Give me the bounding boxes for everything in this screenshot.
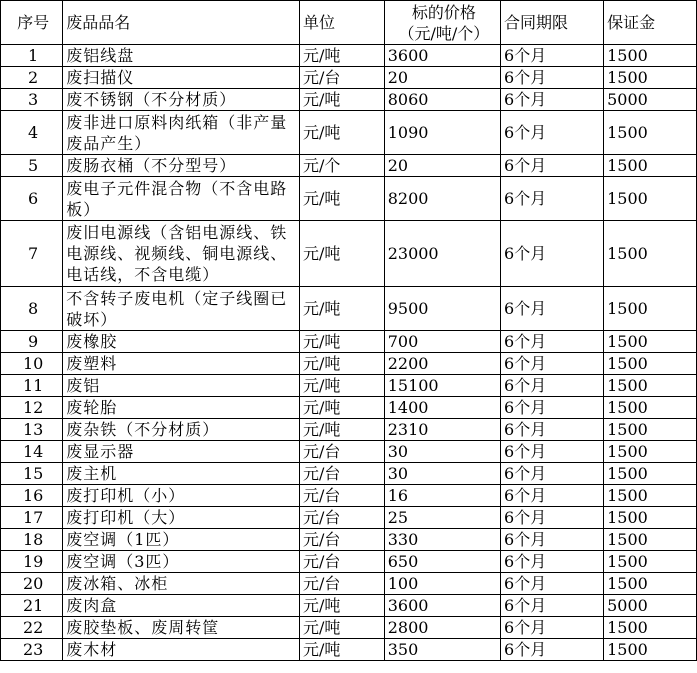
row-name: 废扫描仪 xyxy=(63,67,300,89)
row-index: 8 xyxy=(1,287,63,331)
row-period: 6个月 xyxy=(501,419,604,441)
row-price: 20 xyxy=(384,67,500,89)
table-row xyxy=(1,551,697,573)
table-row xyxy=(1,221,697,287)
row-index: 13 xyxy=(1,419,63,441)
row-name: 废不锈钢（不分材质） xyxy=(63,89,300,111)
row-period: 6个月 xyxy=(501,89,604,111)
row-deposit: 1500 xyxy=(604,221,697,287)
header-name: 废品品名 xyxy=(63,1,300,45)
row-index: 11 xyxy=(1,375,63,397)
row-price: 100 xyxy=(384,573,500,595)
row-name: 废胶垫板、废周转筐 xyxy=(63,617,300,639)
row-deposit: 1500 xyxy=(604,155,697,177)
row-unit: 元/吨 xyxy=(300,177,385,221)
table-row xyxy=(1,177,697,221)
row-period: 6个月 xyxy=(501,111,604,155)
row-deposit: 1500 xyxy=(604,529,697,551)
row-unit: 元/吨 xyxy=(300,617,385,639)
table-row xyxy=(1,419,697,441)
row-period: 6个月 xyxy=(501,375,604,397)
row-price: 16 xyxy=(384,485,500,507)
row-deposit: 1500 xyxy=(604,67,697,89)
row-period: 6个月 xyxy=(501,397,604,419)
row-deposit: 1500 xyxy=(604,551,697,573)
row-unit: 元/吨 xyxy=(300,331,385,353)
row-unit: 元/吨 xyxy=(300,111,385,155)
row-unit: 元/台 xyxy=(300,573,385,595)
row-name: 废打印机（大） xyxy=(63,507,300,529)
row-deposit: 1500 xyxy=(604,639,697,661)
row-name: 废显示器 xyxy=(63,441,300,463)
row-period: 6个月 xyxy=(501,529,604,551)
row-period: 6个月 xyxy=(501,45,604,67)
table-row xyxy=(1,45,697,67)
row-deposit: 1500 xyxy=(604,419,697,441)
row-name: 不含转子废电机（定子线圈已破坏） xyxy=(63,287,300,331)
row-name: 废空调（1匹） xyxy=(63,529,300,551)
table-row xyxy=(1,331,697,353)
row-deposit: 1500 xyxy=(604,397,697,419)
row-period: 6个月 xyxy=(501,177,604,221)
table-row xyxy=(1,507,697,529)
table-row xyxy=(1,573,697,595)
row-name: 废旧电源线（含铝电源线、铁电源线、视频线、铜电源线、电话线，不含电缆） xyxy=(63,221,300,287)
row-period: 6个月 xyxy=(501,463,604,485)
row-price: 20 xyxy=(384,155,500,177)
row-period: 6个月 xyxy=(501,67,604,89)
row-index: 7 xyxy=(1,221,63,287)
row-index: 22 xyxy=(1,617,63,639)
table-row xyxy=(1,111,697,155)
row-deposit: 5000 xyxy=(604,89,697,111)
row-name: 废塑料 xyxy=(63,353,300,375)
row-name: 废轮胎 xyxy=(63,397,300,419)
row-index: 12 xyxy=(1,397,63,419)
row-unit: 元/台 xyxy=(300,463,385,485)
row-name: 废铝线盘 xyxy=(63,45,300,67)
table-row xyxy=(1,485,697,507)
row-price: 30 xyxy=(384,463,500,485)
row-unit: 元/吨 xyxy=(300,45,385,67)
row-unit: 元/台 xyxy=(300,441,385,463)
row-name: 废杂铁（不分材质） xyxy=(63,419,300,441)
row-period: 6个月 xyxy=(501,441,604,463)
row-deposit: 1500 xyxy=(604,617,697,639)
row-name: 废冰箱、冰柜 xyxy=(63,573,300,595)
row-price: 23000 xyxy=(384,221,500,287)
row-period: 6个月 xyxy=(501,353,604,375)
row-name: 废非进口原料肉纸箱（非产量废品产生） xyxy=(63,111,300,155)
row-index: 18 xyxy=(1,529,63,551)
row-deposit: 1500 xyxy=(604,331,697,353)
row-period: 6个月 xyxy=(501,221,604,287)
row-deposit: 1500 xyxy=(604,463,697,485)
row-index: 10 xyxy=(1,353,63,375)
row-deposit: 1500 xyxy=(604,485,697,507)
row-index: 15 xyxy=(1,463,63,485)
row-deposit: 1500 xyxy=(604,507,697,529)
row-index: 23 xyxy=(1,639,63,661)
row-name: 废肉盒 xyxy=(63,595,300,617)
row-deposit: 1500 xyxy=(604,573,697,595)
row-deposit: 1500 xyxy=(604,287,697,331)
row-unit: 元/台 xyxy=(300,67,385,89)
table-row xyxy=(1,463,697,485)
row-price: 700 xyxy=(384,331,500,353)
row-period: 6个月 xyxy=(501,287,604,331)
row-unit: 元/台 xyxy=(300,507,385,529)
row-name: 废木材 xyxy=(63,639,300,661)
row-period: 6个月 xyxy=(501,331,604,353)
row-unit: 元/个 xyxy=(300,155,385,177)
table-row xyxy=(1,287,697,331)
row-index: 17 xyxy=(1,507,63,529)
row-deposit: 1500 xyxy=(604,177,697,221)
row-period: 6个月 xyxy=(501,155,604,177)
row-period: 6个月 xyxy=(501,573,604,595)
row-price: 650 xyxy=(384,551,500,573)
row-index: 20 xyxy=(1,573,63,595)
row-name: 废铝 xyxy=(63,375,300,397)
row-price: 1400 xyxy=(384,397,500,419)
row-index: 9 xyxy=(1,331,63,353)
row-unit: 元/吨 xyxy=(300,639,385,661)
row-index: 3 xyxy=(1,89,63,111)
row-period: 6个月 xyxy=(501,617,604,639)
header-row xyxy=(1,1,697,45)
row-index: 2 xyxy=(1,67,63,89)
row-price: 2800 xyxy=(384,617,500,639)
row-name: 废橡胶 xyxy=(63,331,300,353)
row-unit: 元/吨 xyxy=(300,353,385,375)
table-row xyxy=(1,441,697,463)
row-name: 废主机 xyxy=(63,463,300,485)
row-unit: 元/吨 xyxy=(300,595,385,617)
row-index: 5 xyxy=(1,155,63,177)
row-price: 2310 xyxy=(384,419,500,441)
row-price: 30 xyxy=(384,441,500,463)
row-period: 6个月 xyxy=(501,507,604,529)
header-index: 序号 xyxy=(1,1,63,45)
row-price: 15100 xyxy=(384,375,500,397)
table-row xyxy=(1,353,697,375)
row-deposit: 1500 xyxy=(604,45,697,67)
row-unit: 元/吨 xyxy=(300,375,385,397)
row-index: 16 xyxy=(1,485,63,507)
table-row xyxy=(1,595,697,617)
row-price: 2200 xyxy=(384,353,500,375)
row-index: 21 xyxy=(1,595,63,617)
row-unit: 元/吨 xyxy=(300,89,385,111)
header-period: 合同期限 xyxy=(501,1,604,45)
row-deposit: 1500 xyxy=(604,441,697,463)
row-index: 14 xyxy=(1,441,63,463)
row-price: 8060 xyxy=(384,89,500,111)
row-period: 6个月 xyxy=(501,639,604,661)
row-period: 6个月 xyxy=(501,551,604,573)
header-deposit: 保证金 xyxy=(604,1,697,45)
row-index: 1 xyxy=(1,45,63,67)
row-name: 废肠衣桶（不分型号） xyxy=(63,155,300,177)
row-unit: 元/吨 xyxy=(300,397,385,419)
row-unit: 元/吨 xyxy=(300,419,385,441)
header-price-line1: 标的价格 xyxy=(411,2,476,22)
row-name: 废电子元件混合物（不含电路板） xyxy=(63,177,300,221)
row-unit: 元/吨 xyxy=(300,287,385,331)
header-price xyxy=(384,1,500,45)
row-unit: 元/台 xyxy=(300,529,385,551)
row-name: 废空调（3匹） xyxy=(63,551,300,573)
table-row xyxy=(1,155,697,177)
row-deposit: 5000 xyxy=(604,595,697,617)
row-index: 6 xyxy=(1,177,63,221)
row-deposit: 1500 xyxy=(604,111,697,155)
row-period: 6个月 xyxy=(501,485,604,507)
table-row xyxy=(1,375,697,397)
row-price: 9500 xyxy=(384,287,500,331)
header-unit: 单位 xyxy=(300,1,385,45)
table-row xyxy=(1,617,697,639)
row-price: 25 xyxy=(384,507,500,529)
row-name: 废打印机（小） xyxy=(63,485,300,507)
row-period: 6个月 xyxy=(501,595,604,617)
table-row xyxy=(1,639,697,661)
row-deposit: 1500 xyxy=(604,375,697,397)
table-row xyxy=(1,67,697,89)
row-index: 19 xyxy=(1,551,63,573)
row-unit: 元/台 xyxy=(300,551,385,573)
table-row xyxy=(1,397,697,419)
row-price: 3600 xyxy=(384,595,500,617)
row-price: 1090 xyxy=(384,111,500,155)
row-price: 350 xyxy=(384,639,500,661)
table-row xyxy=(1,89,697,111)
header-price-line2: （元/吨/个） xyxy=(398,23,490,43)
row-price: 330 xyxy=(384,529,500,551)
row-price: 3600 xyxy=(384,45,500,67)
row-price: 8200 xyxy=(384,177,500,221)
table-row xyxy=(1,529,697,551)
row-index: 4 xyxy=(1,111,63,155)
row-unit: 元/吨 xyxy=(300,221,385,287)
row-unit: 元/台 xyxy=(300,485,385,507)
row-deposit: 1500 xyxy=(604,353,697,375)
